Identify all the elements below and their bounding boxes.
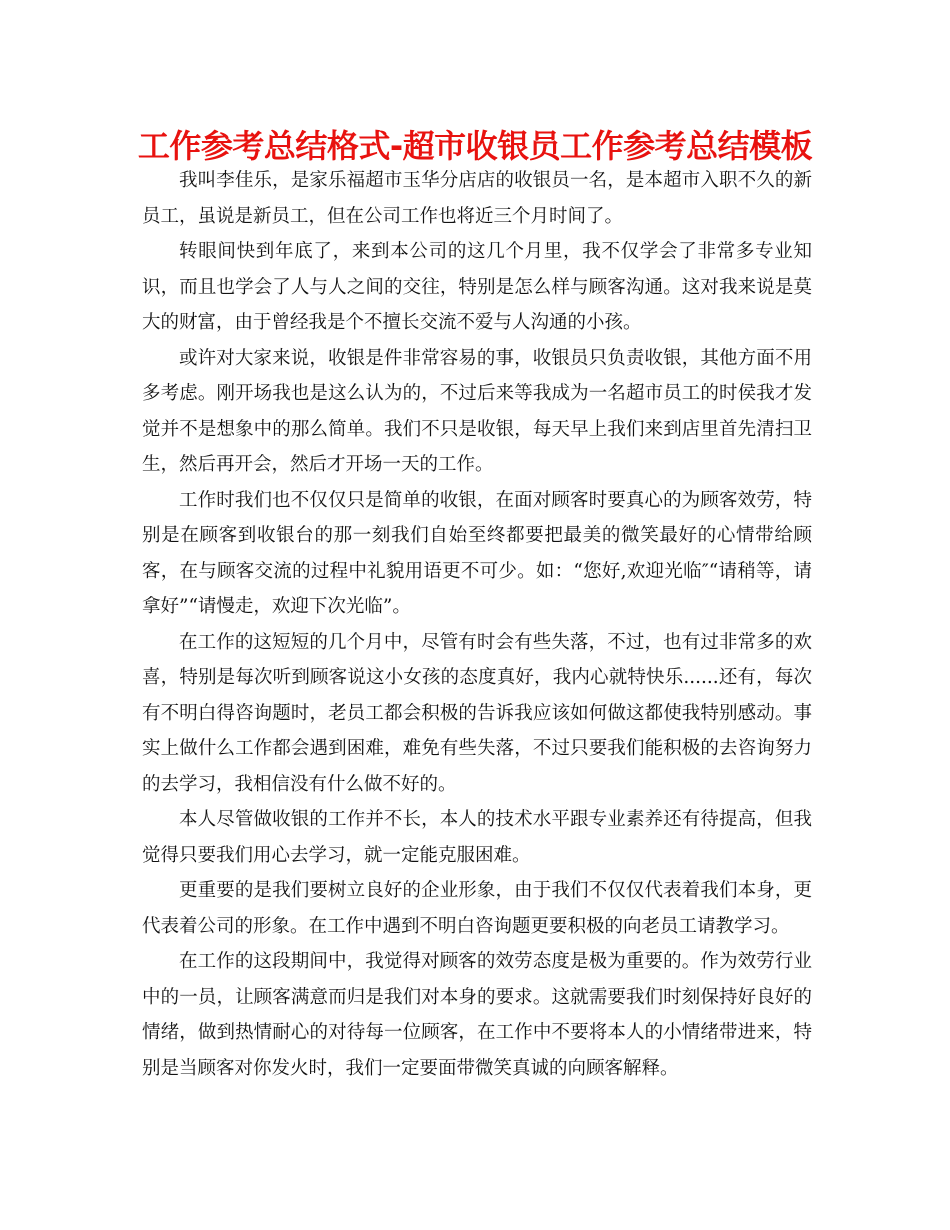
paragraph-8: 在工作的这段期间中，我觉得对顾客的效劳态度是极为重要的。作为效劳行业中的一员，让顾客满意而归是我们对本身的要求。这就需要我们时刻保持好良好的情绪，做到热情耐心的对待每一位顾客，在工作中不要将本人的小情绪带进来，特别是当顾客对你发火时，我们一定要面带微笑真诚的向顾客解释。: [142, 951, 812, 1079]
document-body: [142, 163, 812, 1086]
paragraph-4: 工作时我们也不仅仅只是简单的收银，在面对顾客时要真心的为顾客效劳，特别是在顾客到收银台的那一刻我们自始至终都要把最美的微笑最好的心情带给顾客，在与顾客交流的过程中礼貌用语更不可少。如：“您好,欢迎光临″“请稍等，请拿好”“请慢走，欢迎下次光临”。: [142, 489, 812, 617]
paragraph-1: 我叫李佳乐，是家乐福超市玉华分店店的收银员一名，是本超市入职不久的新员工，虽说是新员工，但在公司工作也将近三个月时间了。: [142, 170, 812, 227]
paragraph-5: 在工作的这短短的几个月中，尽管有时会有些失落，不过，也有过非常多的欢喜，特别是每次听到顾客说这小女孩的态度真好，我内心就特快乐......还有，每次有不明白得咨询题时，老员工都会积极的告诉我应该如何做这都使我特别感动。事实上做什么工作都会遇到困难，难免有些失落，不过只要我们能积极的去咨询努力的去学习，我相信没有什么做不好的。: [142, 631, 812, 795]
paragraph-3: 或许对大家来说，收银是件非常容易的事，收银员只负责收银，其他方面不用多考虑。刚开场我也是这么认为的，不过后来等我成为一名超市员工的时侯我才发觉并不是想象中的那么简单。我们不只是收银，每天早上我们来到店里首先清扫卫生，然后再开会，然后才开场一天的工作。: [142, 347, 812, 475]
paragraph-7: 更重要的是我们要树立良好的企业形象，由于我们不仅仅代表着我们本身，更代表着公司的形象。在工作中遇到不明白咨询题更要积极的向老员工请教学习。: [142, 880, 812, 937]
paragraph-6: 本人尽管做收银的工作并不长，本人的技术水平跟专业素养还有待提高，但我觉得只要我们用心去学习，就一定能克服困难。: [142, 809, 812, 866]
document-title: 工作参考总结格式-超市收银员工作参考总结模板: [137, 127, 813, 165]
paragraph-2: 转眼间快到年底了，来到本公司的这几个月里，我不仅学会了非常多专业知识，而且也学会了人与人之间的交往，特别是怎么样与顾客沟通。这对我来说是莫大的财富，由于曾经我是个不擅长交流不爱与人沟通的小孩。: [142, 241, 812, 333]
